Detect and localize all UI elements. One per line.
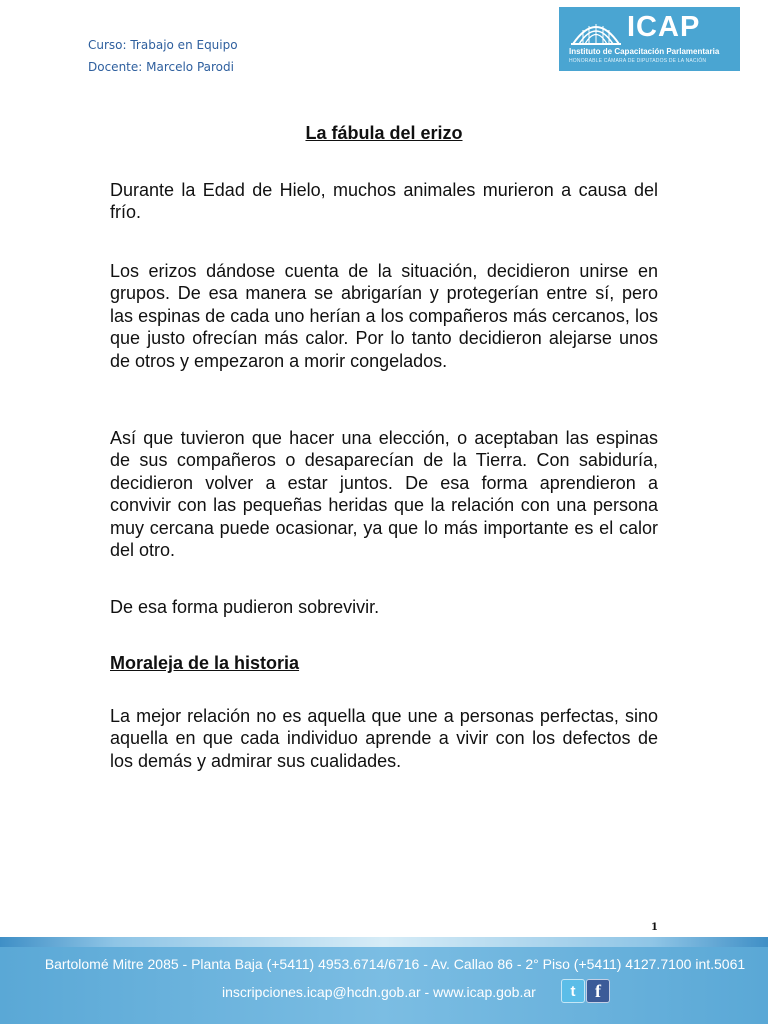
moral-paragraph: La mejor relación no es aquella que une a personas perfectas, sino aquella en que cada individuo aprende a vivir con los defectos de los demás y admirar sus cualidades. xyxy=(110,706,658,771)
congress-dome-icon xyxy=(569,16,623,46)
logo-subtitle: Instituto de Capacitación Parlamentaria xyxy=(569,47,720,56)
paragraph: Los erizos dándose cuenta de la situación, decidieron unirse en grupos. De esa manera se abrigarían y protegerían entre sí, pero las espinas de cada uno herían a los compañeros más cercanos, los que justo ofrecían más calor. Por lo tanto decidieron alejarse unos de otros y empezaron a morir congelados. xyxy=(110,261,658,371)
logo-brand: ICAP xyxy=(627,11,701,43)
icap-logo xyxy=(559,7,740,71)
facebook-icon[interactable] xyxy=(586,979,610,1003)
footer-divider xyxy=(0,937,768,947)
footer-address: Bartolomé Mitre 2085 - Planta Baja (+5411) 4953.6714/6716 - Av. Callao 86 - 2° Piso (+5411) 4127.7100 int.5061 xyxy=(44,956,746,972)
course-name: Curso: Trabajo en Equipo xyxy=(88,38,238,52)
paragraph: Así que tuvieron que hacer una elección, o aceptaban las espinas de sus compañeros o desaparecían de la Tierra. Con sabiduría, decidieron volver a estar juntos. De esa forma aprendieron a convivir con las pequeñas heridas que la relación con una persona muy cercana puede ocasionar, ya que lo más importante es el calor del otro. xyxy=(110,428,658,561)
moral-heading: Moraleja de la historia xyxy=(110,653,300,673)
page-number: 1 xyxy=(651,922,658,933)
page-title xyxy=(0,123,768,144)
logo-institution: HONORABLE CÁMARA DE DIPUTADOS DE LA NACIÓN xyxy=(569,58,707,64)
facebook-glyph: f xyxy=(595,980,601,1001)
page-footer xyxy=(0,947,768,1024)
twitter-glyph: t xyxy=(570,982,576,1000)
page-title-text: La fábula del erizo xyxy=(305,123,463,143)
teacher-name: Docente: Marcelo Parodi xyxy=(88,60,234,74)
twitter-icon[interactable] xyxy=(561,979,585,1003)
paragraph: De esa forma pudieron sobrevivir. xyxy=(110,597,380,617)
footer-contact: inscripciones.icap@hcdn.gob.ar - www.icap.gob.ar xyxy=(222,984,536,1000)
paragraph: Durante la Edad de Hielo, muchos animales murieron a causa del frío. xyxy=(110,180,658,223)
document-header xyxy=(88,34,238,78)
